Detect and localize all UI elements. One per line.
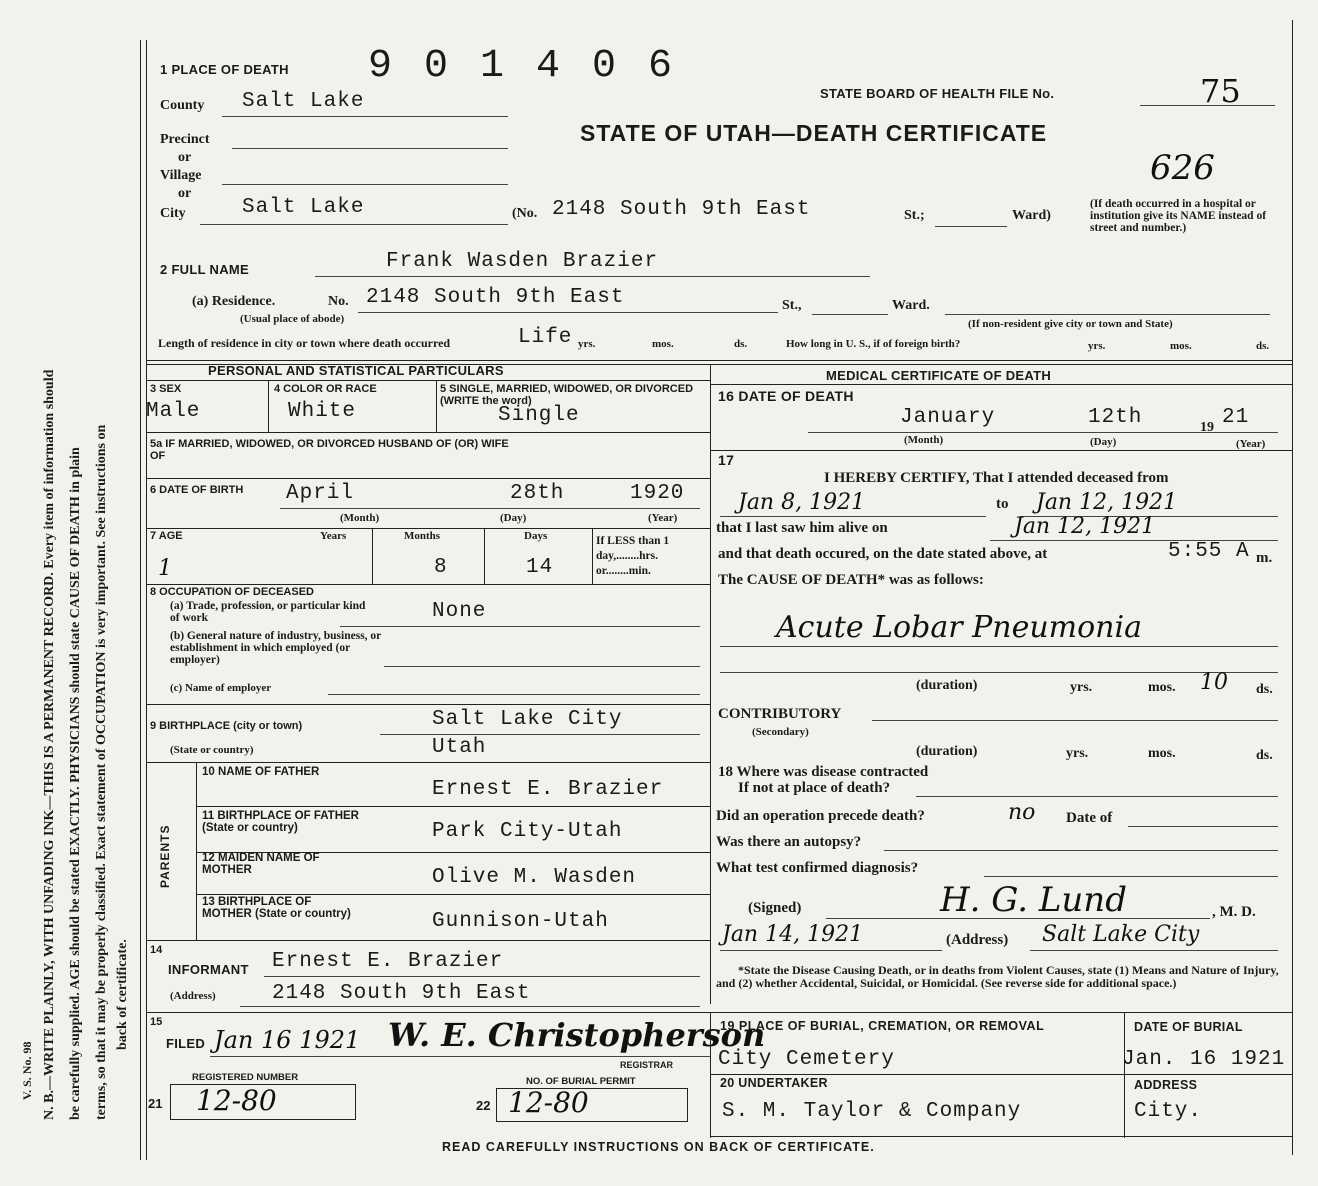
sex-value: Male: [146, 400, 201, 423]
physician-signature: H. G. Lund: [940, 880, 1127, 920]
duration-days: 10: [1200, 670, 1228, 695]
cause-footnote: *State the Disease Causing Death, or in deaths from Violent Causes, state (1) Means and Nature of Injury, and (2) whether Accidental, Suicidal, or Homicidal. (See reverse side for additional space.): [716, 963, 1279, 990]
burial-permit-value: 12-80: [508, 1086, 589, 1119]
undertaker-value: S. M. Taylor & Company: [722, 1100, 1022, 1123]
age-days: 14: [526, 556, 554, 579]
signed-date: Jan 14, 1921: [722, 922, 864, 947]
village-label: Village: [160, 168, 202, 183]
personal-section-title: PERSONAL AND STATISTICAL PARTICULARS: [208, 363, 504, 378]
certificate-number: 9 0 1 4 0 6: [368, 44, 677, 89]
death-time: 5:55 A: [1168, 540, 1250, 563]
age-years: 1: [158, 556, 172, 581]
dob-day: 28th: [510, 482, 565, 505]
city-label: City: [160, 206, 186, 221]
filed-date: Jan 16 1921: [214, 1026, 361, 1054]
full-name-value: Frank Wasden Brazier: [386, 250, 659, 273]
informant-address-value: 2148 South 9th East: [272, 982, 531, 1005]
occupation-value: None: [432, 600, 487, 623]
parents-label: PARENTS: [158, 824, 172, 888]
street-no-label: (No.: [512, 206, 538, 221]
marital-value: Single: [498, 404, 580, 427]
operation-value: no: [1008, 800, 1036, 825]
vs-number: V. S. No. 98: [20, 1041, 34, 1100]
burial-place-value: City Cemetery: [718, 1048, 895, 1071]
father-birthplace-value: Park City-Utah: [432, 820, 623, 843]
frame-left: [140, 40, 141, 1160]
informant-value: Ernest E. Brazier: [272, 950, 504, 973]
registered-number-value: 12-80: [196, 1084, 277, 1117]
age-months: 8: [434, 556, 448, 579]
footer-instructions: READ CAREFULLY INSTRUCTIONS ON BACK OF CERTIFICATE.: [442, 1140, 875, 1154]
handwritten-number: 626: [1150, 148, 1215, 188]
birthplace-value: Salt Lake City: [432, 708, 623, 731]
certificate-title: STATE OF UTAH—DEATH CERTIFICATE: [580, 120, 1048, 146]
margin-line-4: back of certificate.: [115, 939, 130, 1050]
frame-right: [1292, 20, 1293, 1155]
dod-day: 12th: [1088, 406, 1143, 429]
dob-year: 1920: [630, 482, 685, 505]
birth-state-value: Utah: [432, 736, 487, 759]
undertaker-address-value: City.: [1134, 1100, 1203, 1123]
race-value: White: [288, 400, 357, 423]
county-value: Salt Lake: [242, 90, 365, 113]
attended-to-date: Jan 12, 1921: [1036, 490, 1178, 515]
place-of-death-label: 1 PLACE OF DEATH: [160, 62, 289, 77]
death-address-value: 2148 South 9th East: [552, 198, 811, 221]
file-no-value: 75: [1200, 72, 1241, 110]
last-saw-date: Jan 12, 1921: [1014, 514, 1156, 539]
cause-of-death-value: Acute Lobar Pneumonia: [776, 610, 1142, 645]
mother-value: Olive M. Wasden: [432, 866, 637, 889]
file-no-label: STATE BOARD OF HEALTH FILE No.: [820, 86, 1055, 101]
certify-text: I HEREBY CERTIFY, That I attended deceased from: [824, 470, 1169, 486]
physician-address: Salt Lake City: [1042, 922, 1200, 947]
attended-from-date: Jan 8, 1921: [738, 490, 866, 515]
registrar-signature: W. E. Christopherson: [388, 1016, 766, 1054]
frame-left-inner: [146, 40, 147, 1160]
margin-line-2: be carefully supplied. AGE should be stated EXACTLY. PHYSICIANS should state CAUSE OF DEATH in plain: [68, 447, 83, 1120]
length-residence-value: Life: [518, 326, 573, 349]
father-value: Ernest E. Brazier: [432, 778, 664, 801]
burial-date-value: Jan. 16 1921: [1122, 1048, 1286, 1071]
medical-section-title: MEDICAL CERTIFICATE OF DEATH: [826, 368, 1052, 383]
residence-value: 2148 South 9th East: [366, 286, 625, 309]
precinct-label: Precinct: [160, 132, 210, 147]
dob-month: April: [286, 482, 355, 505]
county-label: County: [160, 98, 205, 113]
city-value: Salt Lake: [242, 196, 365, 219]
dod-year: 21: [1222, 406, 1250, 429]
full-name-label: 2 FULL NAME: [160, 262, 250, 277]
margin-line-3: terms, so that it may be properly classified. Exact statement of OCCUPATION is very important. See instructions on: [94, 424, 109, 1120]
mother-birthplace-value: Gunnison-Utah: [432, 910, 609, 933]
death-certificate: N. B.—WRITE PLAINLY, WITH UNFADING INK—THIS IS A PERMANENT RECORD. Every item of information should be carefully supplied. AGE should be stated EXACTLY. PHYSICIANS should state CAUSE OF DEATH in plain terms, so that it may be properly classified. Exact statement of OCCUPATION is very important. See instructions on back of certificate. V. S. No. 98 1 PLACE OF DEATH 9 0 1 4 0 6 STATE BOARD OF HEALTH FILE No. 75 STATE OF UTAH—DEATH CERTIFICATE 626 County Salt Lake Precinct or Village or City Salt Lake (No. 2148 South 9th East St.; Ward) (If death occurred in a hospital or institution give its NAME instead of street and number.) 2 FULL NAME Frank Wasden Brazier (a) Residence. No. 2148 South 9th East St., Ward. (Usual place of abode) (If non-resident give city or town and State) Length of residence in city or town where death occurred Life yrs. mos. ds. How long in U. S., if of foreign birth? yrs. mos. ds. PERSONAL AND STATISTICAL PARTICULARS 3 SEX Male 4 COLOR OR RACE White 5 SINGLE, MARRIED, WIDOWED, OR DIVORCED (WRITE the word) Single 5a IF MARRIED, WIDOWED, OR DIVORCED HUSBAND OF (OR) WIFE OF 6 DATE OF BIRTH April 28th 1920 (Month) (Day) (Year) 7 AGE Years Months Days If LESS than 1 day,........hrs. or........min. 1 8 14 8 OCCUPATION OF DECEASED (a) Trade, profession, or particular kind of work None (b) General nature of industry, business, or establishment in which employed (or employer) (c) Name of employer 9 BIRTHPLACE (city or town) Salt Lake City (State or country) Utah PARENTS 10 NAME OF FATHER Ernest E. Brazier 11 BIRTHPLACE OF FATHER (State or country) Park City-Utah 12 MAIDEN NAME OF MOTHER Olive M. Wasden 13 BIRTHPLACE OF MOTHER (State or country) Gunnison-Utah 14 INFORMANT Ernest E. Brazier (Address) 2148 South 9th East 15 FILED Jan 16 1921 W. E. Christopherson REGISTRAR REGISTERED NUMBER 21 12-80 NO. OF BURIAL PERMIT 22 12-80 MEDICAL CERTIFICATE OF DEATH 16 DATE OF DEATH January 12th 19 21 (Month) (Day) (Year) 17 I HEREBY CERTIFY, That I attended deceased from Jan 8, 1921 to Jan 12, 1921 that I last saw him alive on Jan 12, 1921 and that death occured, on the date stated above, at 5:55 A m. The CAUSE OF DEATH* was as follows: Acute Lobar Pneumonia (duration) yrs. mos. 10 ds. CONTRIBUTORY (Secondary) (duration) yrs. mos. ds. 18 Where was disease contracted If not at place of death? Did an operation precede death? no Date of Was there an autopsy? What test confirmed diagnosis? (Signed) H. G. Lund , M. D. Jan 14, 1921 (Address) Salt Lake City *State the Disease Causing Death, or in deaths from Violent Causes, state (1) Means and Nature of Injury, and (2) whether Accidental, Suicidal, or Homicidal. (See reverse side for additional space.) 19 PLACE OF BURIAL, CREMATION, OR REMOVAL City Cemetery DATE OF BURIAL Jan. 16 1921 20 UNDERTAKER S. M. Taylor & Company ADDRESS City. READ CAREFULLY INSTRUCTIONS ON BACK OF CERTIFICATE.: [0, 0, 1318, 1186]
dod-month: January: [900, 406, 996, 429]
hospital-note: (If death occurred in a hospital or institution give its NAME instead of street and number.): [1090, 198, 1267, 234]
margin-line-1: N. B.—WRITE PLAINLY, WITH UNFADING INK—THIS IS A PERMANENT RECORD. Every item of information should: [42, 369, 57, 1120]
length-residence-label: Length of residence in city or town where death occurred: [158, 336, 451, 350]
column-divider: [710, 364, 711, 1004]
